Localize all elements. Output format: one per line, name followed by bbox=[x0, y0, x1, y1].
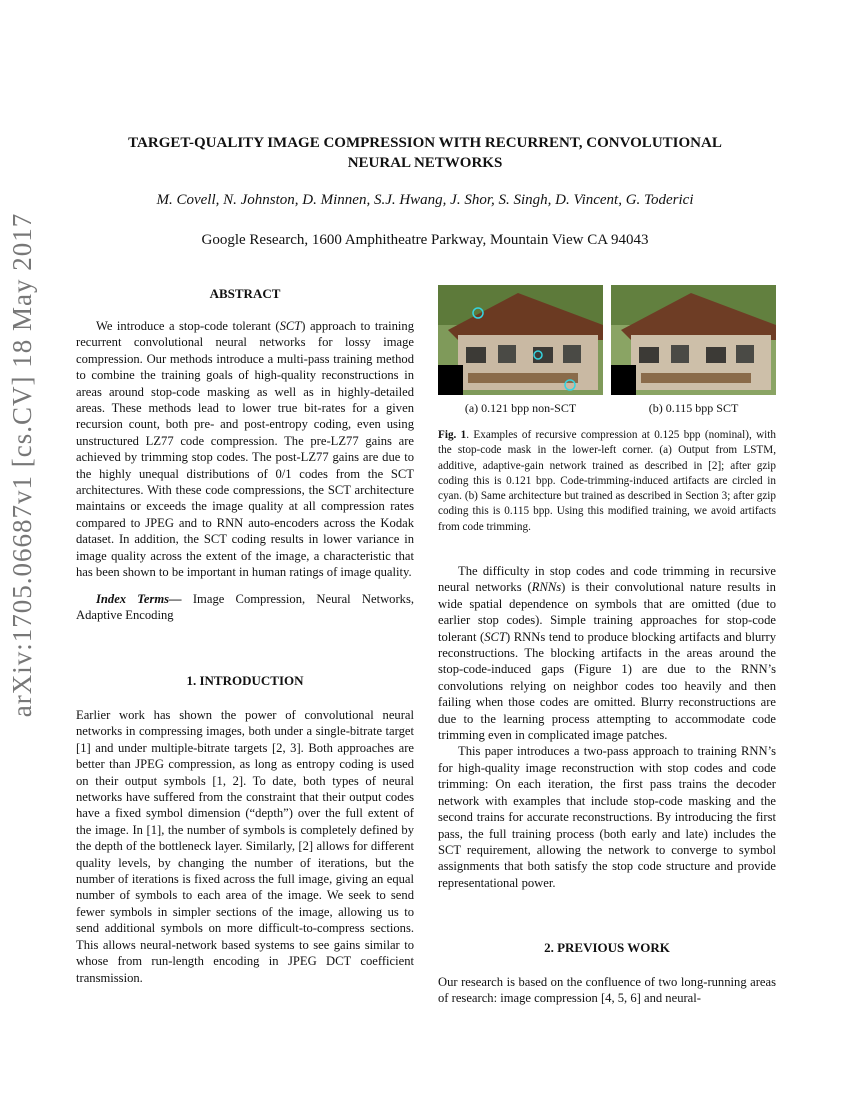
index-terms-text: Image Compression, Neural Networks, Adaptive Encoding bbox=[76, 591, 414, 622]
figure-image-b bbox=[611, 285, 776, 395]
right-para1-a: The difficulty in stop codes and code trimming in recursive neural networks ( bbox=[438, 564, 776, 595]
right-para1-rnn: RNNs bbox=[531, 580, 562, 595]
right-para1-sct: SCT bbox=[484, 629, 506, 644]
abstract-heading: ABSTRACT bbox=[209, 286, 281, 301]
figure-image-a bbox=[438, 285, 603, 395]
arxiv-stamp: arXiv:1705.06687v1 [cs.CV] 18 May 2017 bbox=[7, 212, 37, 718]
intro-body bbox=[76, 707, 414, 986]
figure-subcaption-a: (a) 0.121 bpp non-SCT bbox=[464, 401, 577, 415]
figure-label: Fig. 1 bbox=[438, 429, 467, 441]
prev-work-heading: 2. PREVIOUS WORK bbox=[544, 940, 670, 955]
figure-caption bbox=[438, 428, 776, 535]
abstract-text-rest: ) approach to training recurrent convolutional neural networks for lossy image compression. Our methods introduce a multi-pass training method to combine the training goals of high-quality reconstructions in areas around stop-code masking as well as in highly-detailed areas. These methods lead to lower true bit-rates for a given recursion count, both pre- and post-entropy coding, even using unstructured LZ77 code compression. The pre-LZ77 gains are achieved by trimming stop codes. The post-LZ77 gains are due to the highly unequal distributions of 0/1 codes from the SCT architectures. With these code compressions, the SCT architecture maintains or exceeds the image quality at all compression rates compared to JPEG and to RNN auto-encoders across the Kodak dataset. In addition, the SCT coding results in lower variance in image quality across the extent of the image, a characteristic that has been shown to be important in human ratings of image quality. bbox=[76, 319, 414, 580]
title-line-2: NEURAL NETWORKS bbox=[347, 155, 503, 171]
right-body bbox=[438, 563, 776, 891]
paper-title bbox=[70, 133, 780, 173]
abstract-sct: SCT bbox=[279, 319, 302, 333]
figure-subcaption-b: (b) 0.115 bpp SCT bbox=[648, 401, 739, 415]
intro-text: Earlier work has shown the power of convolutional neural networks in compressing images, both under a single-bitrate target [1] and under multiple-bitrate targets [2, 3]. Both approaches are better than JPEG compression, as long as entropy coding is used on their output symbols [1, 2]. To date, both types of neural networks have suffered from the constraint that their output codes have a fixed symbol dimension (“depth”) over the full extent of the image. In [1], the number of symbols is completely defined by the depth of the bottleneck layer. Similarly, [2] allows for different quality levels, by changing the number of iterations, but the number of iterations is fixed across the full image, giving an equal number of symbols to each area of the image. We seek to send fewer symbols in simpler sections of the image, allowing us to send additional symbols on more difficult-to-compress sections. This allows neural-network based systems to see gains similar to whose from run-length encoding in JPEG DCT coefficient transmission. bbox=[76, 708, 414, 985]
figure-caption-text: . Examples of recursive compression at 0.125 bpp (nominal), with the stop-code mask in the lower-left corner. (a) Output from LSTM, additive, adaptive-gain network trained as described in [2]; after gzip coding this is 0.121 bpp. Code-trimming-induced artifacts are circled in cyan. (b) Same architecture but trained as described in Section 3; after gzip coding this is 0.115 bpp. Using this modified training, we avoid artifacts from code trimming. bbox=[438, 429, 776, 533]
abstract-text-start: We introduce a stop-code tolerant ( bbox=[96, 319, 280, 333]
prev-work-body bbox=[438, 974, 776, 1007]
abstract-body bbox=[76, 318, 414, 623]
authors: M. Covell, N. Johnston, D. Minnen, S.J. Hwang, J. Shor, S. Singh, D. Vincent, G. Toderici bbox=[156, 192, 694, 208]
affiliation: Google Research, 1600 Amphitheatre Parkway, Mountain View CA 94043 bbox=[201, 232, 649, 248]
right-para1-c: ) RNNs tend to produce blocking artifacts and blurry reconstructions. The blocking artifacts in the areas around the stop-code-induced gaps (Figure 1) are due to the RNN’s convolutions relying on neighbor codes too heavily and then failing when those codes are omitted. Blurry reconstructions are due to the learning process attempting to accommodate code trimming even in complicated image patches. bbox=[438, 629, 776, 743]
intro-heading: 1. INTRODUCTION bbox=[186, 673, 304, 688]
right-para2: This paper introduces a two-pass approach to training RNN’s for high-quality image reconstruction with stop codes and code trimming: On each iteration, the first pass trains the decoder network with examples that include stop-code masking and the second trains for accurate reconstructions. By introducing the first pass, the full training process (both early and late) includes the SCT requirement, allowing the network to converge to symbol assignments that both satisfy the stop code structure and provide representational power. bbox=[438, 744, 776, 890]
title-line-1: TARGET-QUALITY IMAGE COMPRESSION WITH RECURRENT, CONVOLUTIONAL bbox=[128, 135, 722, 151]
right-para1-b: ) is their convolutional nature results in wide spatial dependence on symbols that are omitted (due to earlier stop codes). Simple training approaches for stop-code tolerant ( bbox=[438, 580, 776, 644]
index-terms-label: Index Terms— bbox=[96, 591, 182, 606]
prev-work-text: Our research is based on the confluence of two long-running areas of research: image compression [4, 5, 6] and neural- bbox=[438, 975, 776, 1006]
